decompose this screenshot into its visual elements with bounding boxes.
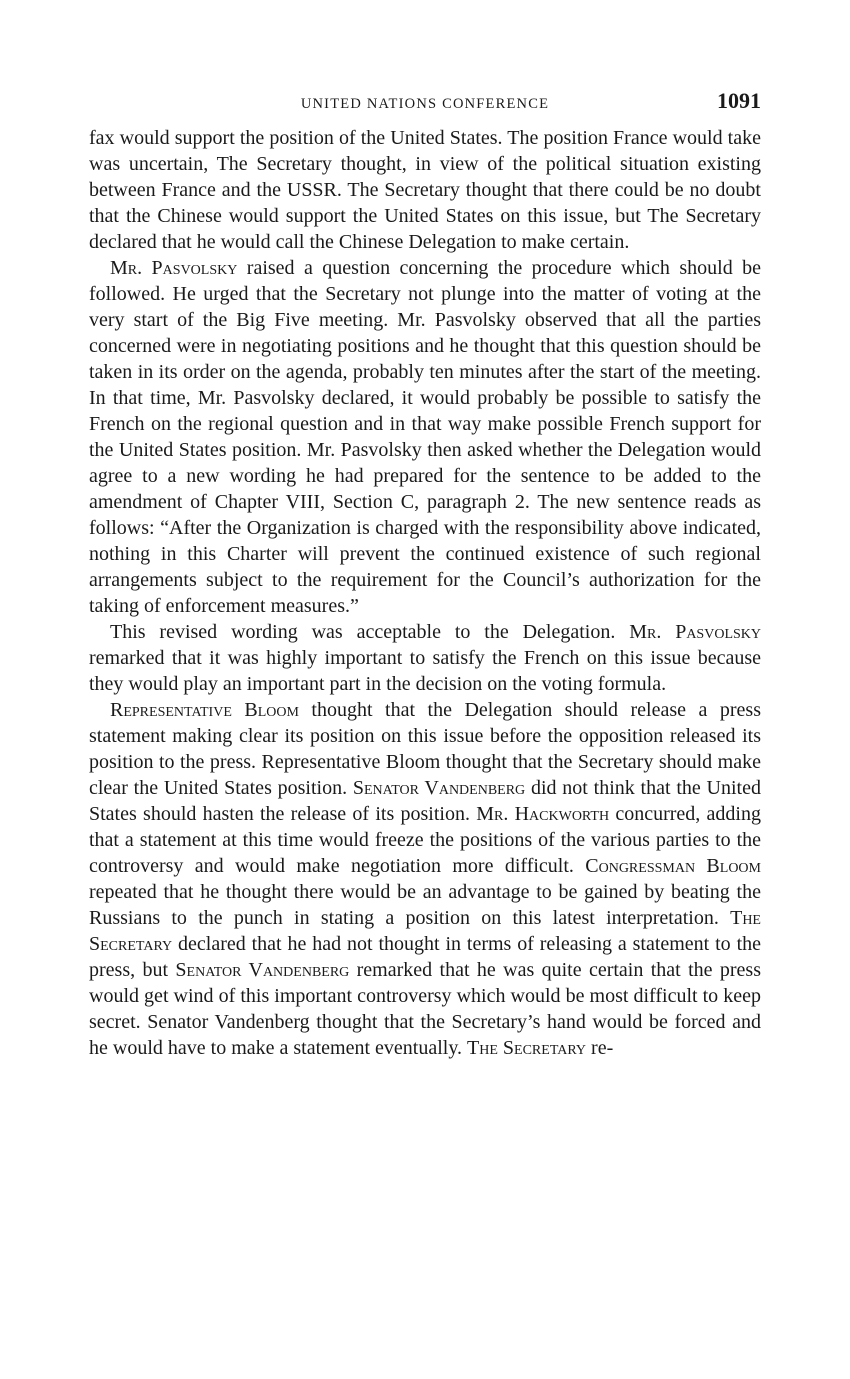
speaker-name: Congressman Bloom	[585, 855, 761, 877]
speaker-name: The Secretary	[467, 1037, 587, 1059]
body-text	[89, 125, 761, 1061]
running-title: UNITED NATIONS CONFERENCE	[300, 96, 550, 112]
paragraph-2	[89, 255, 761, 619]
speaker-name: Mr. Pasvolsky	[110, 257, 238, 279]
text-run: remarked that it was highly important to satisfy the French on this issue because they would play an important part in the decision on the voting formula.	[89, 647, 761, 695]
text-run: remarked that he was quite certain that the press would get wind of this important controversy which would be most difficult to keep secret. Senator Vandenberg thought that the Secretary’s hand would be forced and he would have to make a statement eventually.	[89, 959, 761, 1059]
speaker-name: Senator Vandenberg	[352, 777, 526, 799]
running-head	[89, 88, 761, 122]
book-page	[89, 88, 761, 1061]
paragraph-3	[89, 619, 761, 697]
speaker-name: Mr. Pasvolsky	[629, 621, 761, 643]
page-number: 1091	[717, 88, 761, 113]
text-run: fax would support the position of the United States. The position France would take was uncertain, The Secretary thought, in view of the political situation existing between France and the USSR. The Secretary thought that there could be no doubt that the Chinese would support the United States on this issue, but The Secretary declared that he would call the Chinese Delegation to make certain.	[89, 127, 761, 253]
text-run: raised a question concerning the procedure which should be followed. He urged that the Secretary not plunge into the matter of voting at the very start of the Big Five meeting. Mr. Pasvolsky observed that all the parties concerned were in negotiating positions and he thought that this question should be taken in its order on the agenda, probably ten minutes after the start of the meeting. In that time, Mr. Pasvolsky declared, it would probably be possible to satisfy the French on the regional question and in that way make possible French support for the United States position. Mr. Pasvolsky then asked whether the Delegation would agree to a new wording he had prepared for the sentence to be added to the amendment of Chapter VIII, Section C, paragraph 2. The new sentence reads as follows: “After the Organization is charged with the responsibility above indicated, nothing in this Charter will prevent the continued existence of such regional arrangements subject to the requirement for the Council’s authorization for the taking of enforcement measures.”	[89, 257, 761, 617]
speaker-name: Representative Bloom	[110, 699, 299, 721]
text-run: did not think that the United States should hasten the release of its position.	[89, 777, 761, 825]
speaker-name: The Secretary	[89, 907, 761, 955]
speaker-name: Senator Vandenberg	[175, 959, 350, 981]
paragraph-1	[89, 125, 761, 255]
text-run: concurred, adding that a statement at this time would freeze the positions of the various parties to the controversy and would make negotiation more difficult.	[89, 803, 761, 877]
text-run: declared that he had not thought in terms of releasing a statement to the press, but	[89, 933, 761, 981]
speaker-name: Mr. Hackworth	[476, 803, 610, 825]
paragraph-4	[89, 697, 761, 1061]
text-run: thought that the Delegation should release a press statement making clear its position on this issue before the opposition released its position to the press. Representative Bloom thought that the Secretary should make clear the United States position.	[89, 699, 761, 799]
text-run: repeated that he thought there would be an advantage to be gained by beating the Russians to the punch in stating a position on this latest interpretation.	[89, 881, 761, 929]
text-run: This revised wording was acceptable to the Delegation.	[110, 621, 630, 643]
text-run: re-	[586, 1037, 614, 1059]
